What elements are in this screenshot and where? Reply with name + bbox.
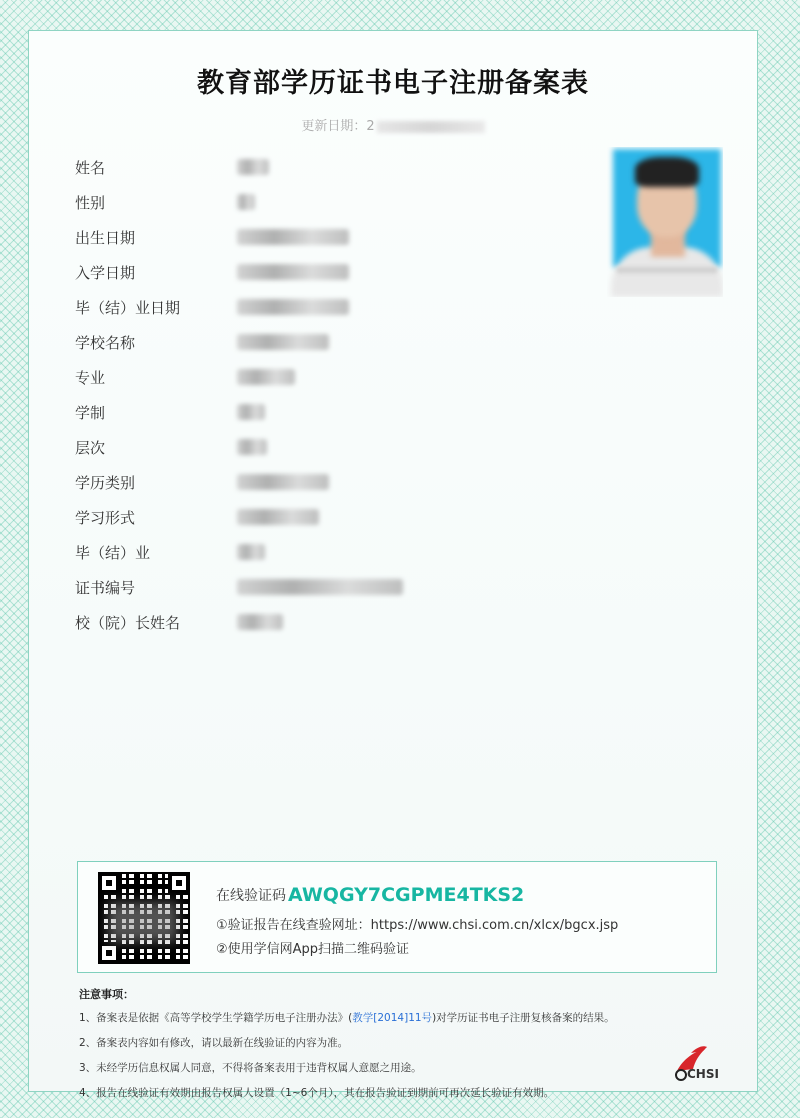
update-date bbox=[29, 115, 757, 134]
field-row-school bbox=[75, 330, 495, 354]
note-text: 1、备案表是依据《高等学校学生学籍学历电子注册办法》( bbox=[79, 1012, 353, 1024]
redacted-value bbox=[237, 474, 329, 490]
redacted-value bbox=[237, 264, 349, 280]
update-date-label: 更新日期： bbox=[301, 119, 367, 134]
field-label: 毕（结）业日期 bbox=[75, 299, 181, 317]
redacted-value bbox=[237, 404, 265, 420]
redacted-value bbox=[237, 439, 267, 455]
field-label: 毕（结）业 bbox=[75, 544, 151, 562]
notes-title: 注意事项： bbox=[79, 988, 134, 1001]
field-label: 姓名 bbox=[75, 159, 106, 177]
field-label: 层次 bbox=[75, 439, 106, 457]
field-row-education-type bbox=[75, 470, 495, 494]
chsi-logo-text: CHSI bbox=[687, 1067, 719, 1081]
field-row-completion bbox=[75, 540, 495, 564]
redacted-value bbox=[237, 159, 269, 175]
redacted-value bbox=[237, 579, 403, 595]
field-label: 学校名称 bbox=[75, 334, 136, 352]
regulation-link[interactable]: 教学[2014]11号 bbox=[352, 1012, 433, 1024]
field-label: 性别 bbox=[75, 194, 106, 212]
notes-section bbox=[79, 986, 699, 1110]
field-label: 专业 bbox=[75, 369, 106, 387]
note-item-3: 3、未经学历信息权属人同意，不得将备案表用于违背权属人意愿之用途。 bbox=[79, 1062, 422, 1074]
field-row-study-mode bbox=[75, 505, 495, 529]
field-row-gender bbox=[75, 190, 495, 214]
field-label: 学习形式 bbox=[75, 509, 136, 527]
note-item-4: 4、报告在线验证有效期由报告权属人设置（1~6个月），其在报告验证到期前可再次延长验证有效期。 bbox=[79, 1087, 555, 1099]
field-row-certificate-number bbox=[75, 575, 495, 599]
field-label: 学制 bbox=[75, 404, 106, 422]
redacted-value bbox=[237, 614, 283, 630]
qr-code bbox=[98, 872, 190, 964]
update-date-redacted bbox=[377, 121, 485, 133]
verification-url-line: ①验证报告在线查验网址：https://www.chsi.com.cn/xlcx/bgcx.jsp bbox=[216, 918, 619, 933]
field-row-graduation-date bbox=[75, 295, 495, 319]
field-row-major bbox=[75, 365, 495, 389]
note-item-2: 2、备案表内容如有修改，请以最新在线验证的内容为准。 bbox=[79, 1037, 349, 1049]
verification-code: AWQGY7CGPME4TKS2 bbox=[288, 884, 525, 906]
redacted-value bbox=[237, 334, 329, 350]
verification-app-line: ②使用学信网App扫描二维码验证 bbox=[216, 942, 410, 957]
field-label: 证书编号 bbox=[75, 579, 136, 597]
redacted-value bbox=[237, 229, 349, 245]
portrait-photo bbox=[607, 147, 723, 297]
redacted-value bbox=[237, 509, 319, 525]
field-row-president bbox=[75, 610, 495, 634]
update-date-prefix: 2 bbox=[366, 119, 375, 134]
field-row-enrollment-date bbox=[75, 260, 495, 284]
document-title: 教育部学历证书电子注册备案表 bbox=[197, 68, 589, 99]
redacted-value bbox=[237, 194, 255, 210]
note-text: )对学历证书电子注册复核备案的结果。 bbox=[432, 1012, 615, 1024]
field-row-level bbox=[75, 435, 495, 459]
field-row-name bbox=[75, 155, 495, 179]
field-label: 入学日期 bbox=[75, 264, 136, 282]
redacted-value bbox=[237, 299, 349, 315]
note-item-1 bbox=[79, 1010, 699, 1025]
field-row-duration bbox=[75, 400, 495, 424]
field-label: 校（院）长姓名 bbox=[75, 614, 181, 632]
verification-code-line bbox=[216, 884, 524, 906]
certificate-sheet bbox=[28, 30, 758, 1099]
verification-code-label: 在线验证码 bbox=[216, 888, 286, 904]
verification-box bbox=[77, 861, 717, 973]
field-label: 学历类别 bbox=[75, 474, 136, 492]
field-label: 出生日期 bbox=[75, 229, 136, 247]
chsi-logo bbox=[669, 1041, 739, 1085]
field-row-birthdate bbox=[75, 225, 495, 249]
redacted-value bbox=[237, 369, 295, 385]
redacted-value bbox=[237, 544, 265, 560]
